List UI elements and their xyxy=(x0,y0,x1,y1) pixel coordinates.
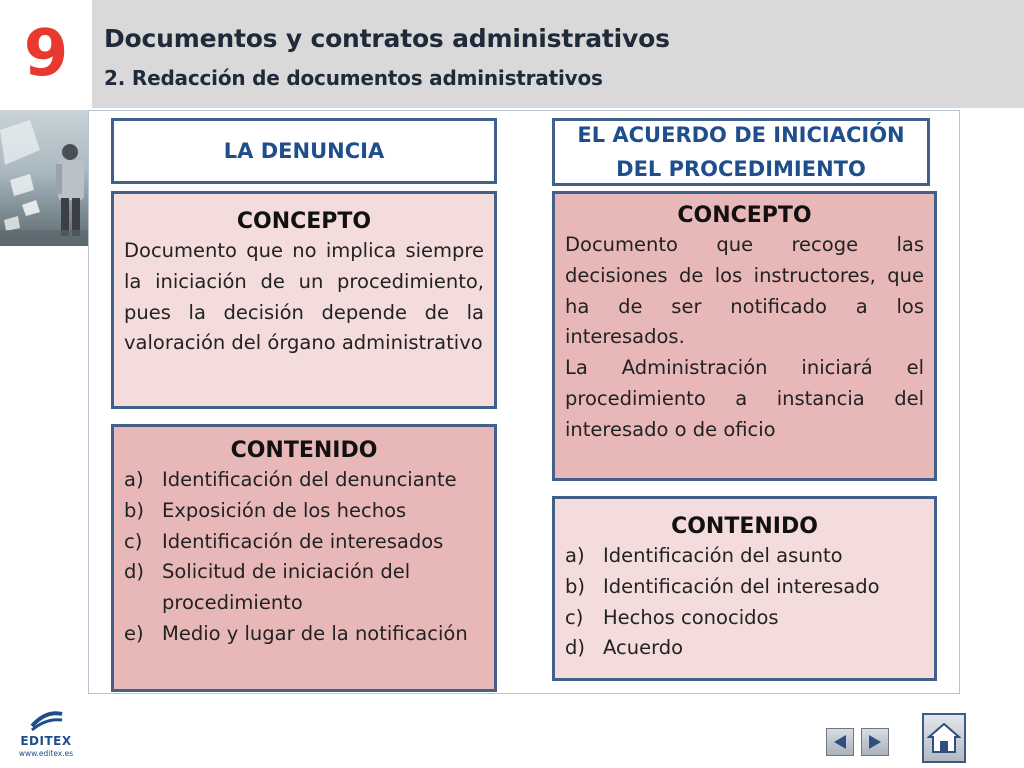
header-bar xyxy=(92,0,1024,108)
editex-logo-icon xyxy=(26,708,66,732)
list-item-label: Hechos conocidos xyxy=(603,605,779,629)
list-item xyxy=(565,572,924,603)
brand-url: www.editex.es xyxy=(18,749,74,758)
denuncia-contenido-title: CONTENIDO xyxy=(230,438,378,463)
list-item-label: Identificación de interesados xyxy=(162,529,444,553)
editex-logo xyxy=(14,708,78,760)
acuerdo-concepto-title: CONCEPTO xyxy=(677,203,812,228)
denuncia-heading-box xyxy=(111,118,497,184)
list-item xyxy=(124,496,484,527)
list-item xyxy=(565,541,924,572)
list-item xyxy=(565,603,924,634)
acuerdo-contenido-list xyxy=(565,541,924,664)
list-item xyxy=(124,527,484,558)
triangle-right-icon xyxy=(866,733,884,751)
home-button[interactable] xyxy=(922,713,966,763)
denuncia-concepto-text: Documento que no implica siempre la iniciación de un procedimiento, pues la decisión depende de la valoración del órgano administrativo xyxy=(124,239,484,355)
list-item-label: Identificación del denunciante xyxy=(162,468,457,491)
acuerdo-heading-line2: DEL PROCEDIMIENTO xyxy=(616,157,866,181)
list-item xyxy=(124,619,484,650)
list-item-marker: c) xyxy=(565,605,584,629)
decorative-photo xyxy=(0,110,92,246)
list-item-marker: b) xyxy=(124,498,144,522)
brand-name: EDITEX xyxy=(20,734,72,748)
previous-slide-button[interactable] xyxy=(826,728,854,756)
list-item-marker: e) xyxy=(124,621,144,645)
acuerdo-concepto-text-1: Documento que recoge las decisiones de los instructores, que ha de ser notificado a los interesados. xyxy=(565,233,924,349)
list-item-label: Medio y lugar de la notificación xyxy=(162,621,468,645)
list-item-label: Solicitud de iniciación del procedimiento xyxy=(162,560,411,615)
list-item-marker: a) xyxy=(565,544,585,567)
list-item xyxy=(124,465,484,496)
list-item-marker: a) xyxy=(124,468,144,491)
denuncia-contenido-list xyxy=(124,465,484,650)
list-item xyxy=(124,557,484,619)
page-title: Documentos y contratos administrativos xyxy=(104,24,670,53)
list-item-label: Identificación del asunto xyxy=(603,544,843,567)
next-slide-button[interactable] xyxy=(861,728,889,756)
list-item xyxy=(565,633,924,664)
acuerdo-contenido-box xyxy=(552,496,937,681)
list-item-label: Exposición de los hechos xyxy=(162,498,407,522)
triangle-left-icon xyxy=(831,733,849,751)
acuerdo-contenido-title: CONTENIDO xyxy=(671,514,818,539)
page-subtitle: 2. Redacción de documentos administrativos xyxy=(104,66,603,90)
list-item-marker: c) xyxy=(124,529,143,553)
list-item-marker: d) xyxy=(565,636,585,660)
list-item-label: Identificación del interesado xyxy=(603,574,880,598)
list-item-marker: b) xyxy=(565,574,585,598)
acuerdo-concepto-text-2: La Administración iniciará el procedimiento a instancia del interesado o de oficio xyxy=(565,356,924,441)
list-item-label: Acuerdo xyxy=(603,636,684,660)
denuncia-concepto-title: CONCEPTO xyxy=(236,209,372,234)
denuncia-heading: LA DENUNCIA xyxy=(223,139,385,163)
list-item-marker: d) xyxy=(124,560,144,584)
businessman-illustration xyxy=(0,110,92,246)
chapter-number: 9 xyxy=(23,17,69,91)
acuerdo-concepto-box xyxy=(552,191,937,481)
acuerdo-heading-box xyxy=(552,118,930,186)
denuncia-concepto-box xyxy=(111,191,497,409)
acuerdo-heading-line1: EL ACUERDO DE INICIACIÓN xyxy=(577,123,905,147)
house-icon xyxy=(927,721,961,755)
denuncia-contenido-box xyxy=(111,424,497,692)
